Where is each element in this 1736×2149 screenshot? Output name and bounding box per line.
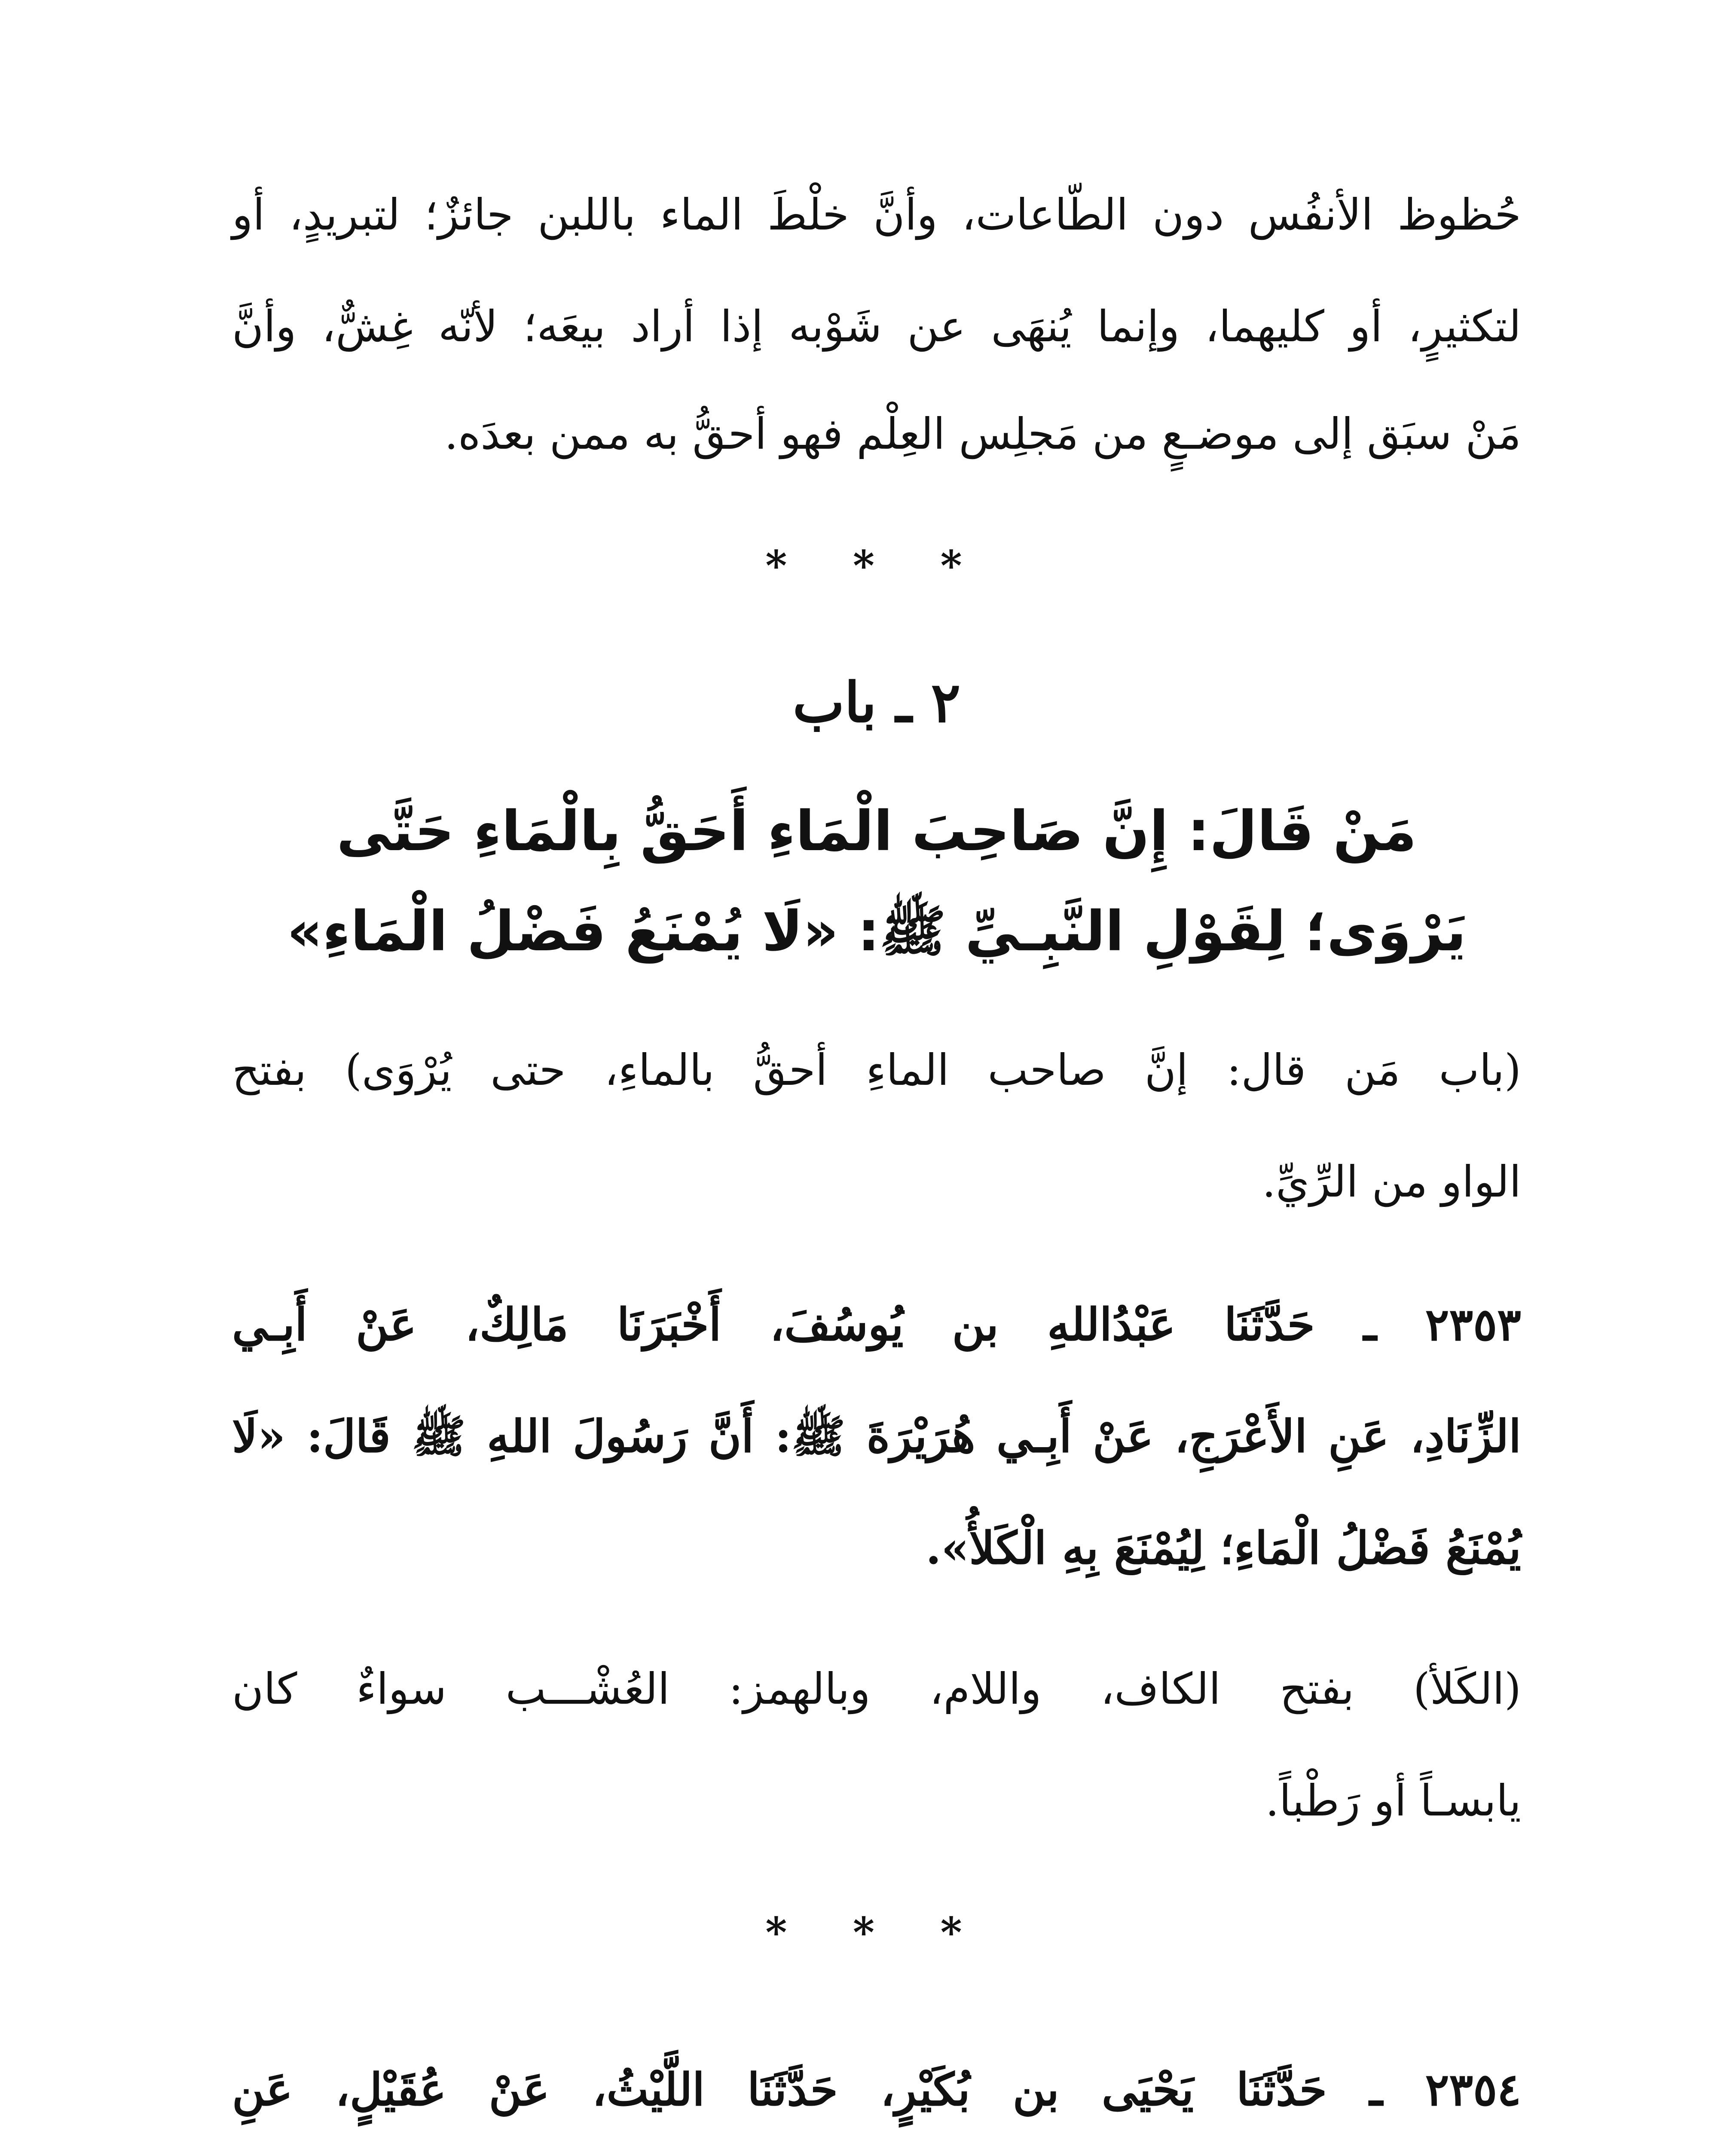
intro-line-2: لتكثيرٍ، أو كليهما، وإنما يُنهَى عن شَوْبه إذا أراد بيعَه؛ لأنّه غِشٌّ، وأنَّ — [232, 301, 1521, 352]
hadith-2353-line-3: يُمْنَعُ فَضْلُ الْمَاءِ؛ لِيُمْنَعَ بِهِ الْكَلأُ». — [926, 1521, 1521, 1574]
chapter-heading-line-1: مَنْ قَالَ: إِنَّ صَاحِبَ الْمَاءِ أَحَقُّ بِالْمَاءِ حَتَّى — [336, 799, 1417, 863]
commentary-2-line-1: (الكَلأ) بفتح الكاف، واللام، وبالهمز: العُشْـــب سواءٌ كان — [232, 1664, 1521, 1714]
hadith-2353-line-2: الزِّنَادِ، عَنِ الأَعْرَجِ، عَنْ أَبِـي هُرَيْرَةَ ﷺ: أَنَّ رَسُولَ اللهِ ﷺ قَالَ: «لَا — [232, 1410, 1521, 1463]
separator-stars: * * * — [765, 542, 988, 590]
commentary-2-line-2: يابسـاً أو رَطْباً. — [1265, 1776, 1521, 1826]
commentary-1-line-2: الواو من الرِّيِّ. — [1262, 1157, 1521, 1207]
chapter-heading-line-2: يَرْوَى؛ لِقَوْلِ النَّبِـيِّ ﷺ: «لَا يُمْنَعُ فَضْلُ الْمَاءِ» — [287, 900, 1467, 964]
hadith-2354-line-1: ٢٣٥٤ ـ حَدَّثَنَا يَحْيَى بن بُكَيْرٍ، حَدَّثَنَا اللَّيْثُ، عَنْ عُقَيْلٍ، عَنِ — [232, 2063, 1521, 2116]
hadith-2353-line-1: ٢٣٥٣ ـ حَدَّثَنَا عَبْدُاللهِ بن يُوسُفَ، أَخْبَرَنَا مَالِكٌ، عَنْ أَبِـي — [232, 1298, 1521, 1351]
commentary-1-line-1: (باب مَن قال: إنَّ صاحب الماءِ أحقُّ بالماءِ، حتى يُرْوَى) بفتح — [232, 1045, 1521, 1095]
intro-line-3: مَنْ سبَق إلى موضـعٍ من مَجلِس العِلْم فهو أحقُّ به ممن بعدَه. — [444, 409, 1521, 459]
intro-line-1: حُظوظ الأنفُس دون الطّاعات، وأنَّ خلْطَ الماء باللبن جائزٌ؛ لتبريدٍ، أو — [232, 190, 1521, 240]
separator-stars: * * * — [765, 1908, 988, 1957]
chapter-number-title: ٢ ـ باب — [792, 670, 961, 735]
